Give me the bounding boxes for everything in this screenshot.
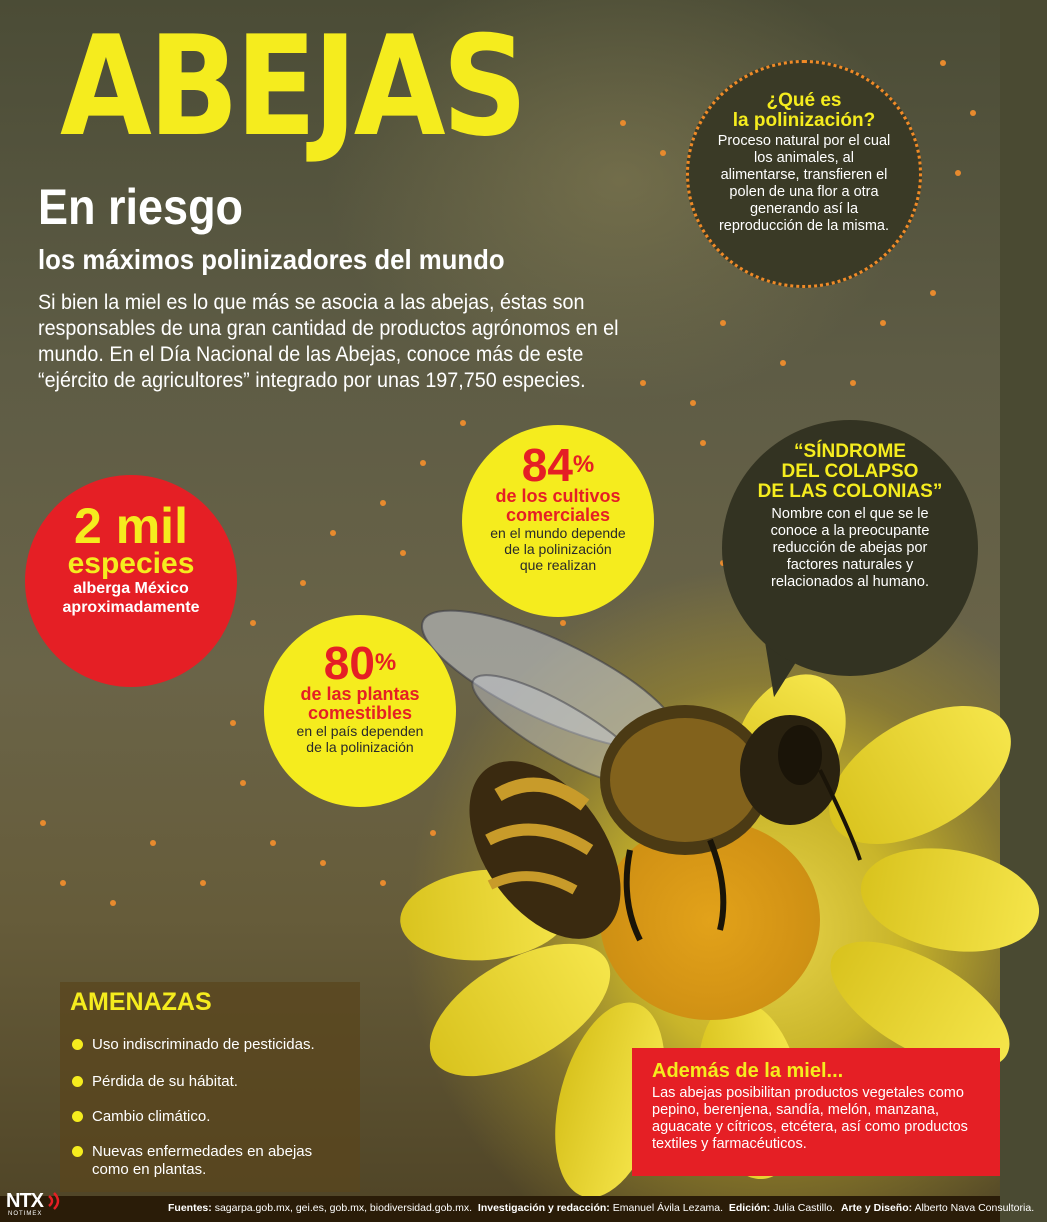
amenazas-title: AMENAZAS — [70, 988, 212, 1016]
crops-value: 84% — [521, 439, 595, 491]
plants-value: 80% — [323, 637, 397, 689]
plants-label1: de las plantas — [300, 684, 420, 704]
sindrome-bubble — [722, 420, 978, 676]
threat-item: Cambio climático. — [92, 1108, 352, 1126]
ademas-title: Además de la miel... — [652, 1060, 844, 1082]
bullet-icon — [72, 1146, 83, 1157]
species-line2: aproximadamente — [62, 599, 200, 616]
species-value: 2 mil — [74, 498, 188, 554]
threat-item: Pérdida de su hábitat. — [92, 1073, 352, 1091]
species-unit: especies — [67, 547, 195, 580]
crops-sub3: que realizan — [519, 557, 597, 573]
ntx-logo: NTX — [6, 1190, 43, 1212]
sindrome-title: “SÍNDROME DEL COLAPSO DE LAS COLONIAS” — [757, 441, 943, 502]
tagline: los máximos polinizadores del mundo — [38, 244, 505, 275]
crops-sub1: en el mundo depende — [490, 525, 626, 541]
intro-paragraph: Si bien la miel es lo que más se asocia a las abejas, éstas son responsables de una gran cantidad de productos agrónomos en el mundo. En el Día Nacional de las Abejas, conoce más de este “ejército de agricultores” integrado por unas 197,750 especies. — [38, 291, 619, 392]
signal-icon — [46, 1190, 66, 1212]
plants-sub1: en el país dependen — [296, 723, 424, 739]
bullet-icon — [72, 1039, 83, 1050]
species-line1: alberga México — [73, 580, 189, 597]
threat-item: Nuevas enfermedades en abejas como en plantas. — [92, 1143, 352, 1179]
polinizacion-bubble — [686, 60, 922, 288]
credits-line: Fuentes: sagarpa.gob.mx, gei.es, gob.mx, biodiversidad.gob.mx. Investigación y redacción: Emanuel Ávila Lezama. Edición: Julia Castillo. Arte y Diseño: Alberto Nava Consultoria. — [168, 1202, 1035, 1214]
polinizacion-title: ¿Qué es la polinización? — [732, 90, 876, 131]
crops-stat-circle — [462, 425, 654, 617]
species-stat-circle — [25, 475, 237, 687]
crops-sub2: de la polinización — [504, 541, 612, 557]
plants-sub2: de la polinización — [306, 739, 414, 755]
plants-stat-circle — [264, 615, 456, 807]
sindrome-text: Nombre con el que se le conoce a la preocupante reducción de abejas por factores naturales y relacionados al humano. — [770, 506, 930, 590]
bullet-icon — [72, 1076, 83, 1087]
ademas-panel — [632, 1048, 1000, 1176]
crops-label1: de los cultivos — [495, 486, 621, 506]
polinizacion-text: Proceso natural por el cual los animales, al alimentarse, transfieren el polen de una flor a otra generando así la reproducción de la misma. — [717, 133, 891, 234]
subtitle: En riesgo — [38, 179, 244, 235]
bullet-icon — [72, 1111, 83, 1122]
crops-label2: comerciales — [505, 505, 611, 525]
main-title: ABEJAS — [60, 6, 525, 167]
ntx-logo-sub: NOTIMEX — [8, 1211, 43, 1217]
plants-label2: comestibles — [307, 703, 413, 723]
threat-item: Uso indiscriminado de pesticidas. — [92, 1036, 352, 1054]
ademas-text: Las abejas posibilitan productos vegetales como pepino, berenjena, sandía, melón, manzana, aguacate y cítricos, etcétera, así como productos textiles y farmacéuticos. — [652, 1085, 968, 1152]
